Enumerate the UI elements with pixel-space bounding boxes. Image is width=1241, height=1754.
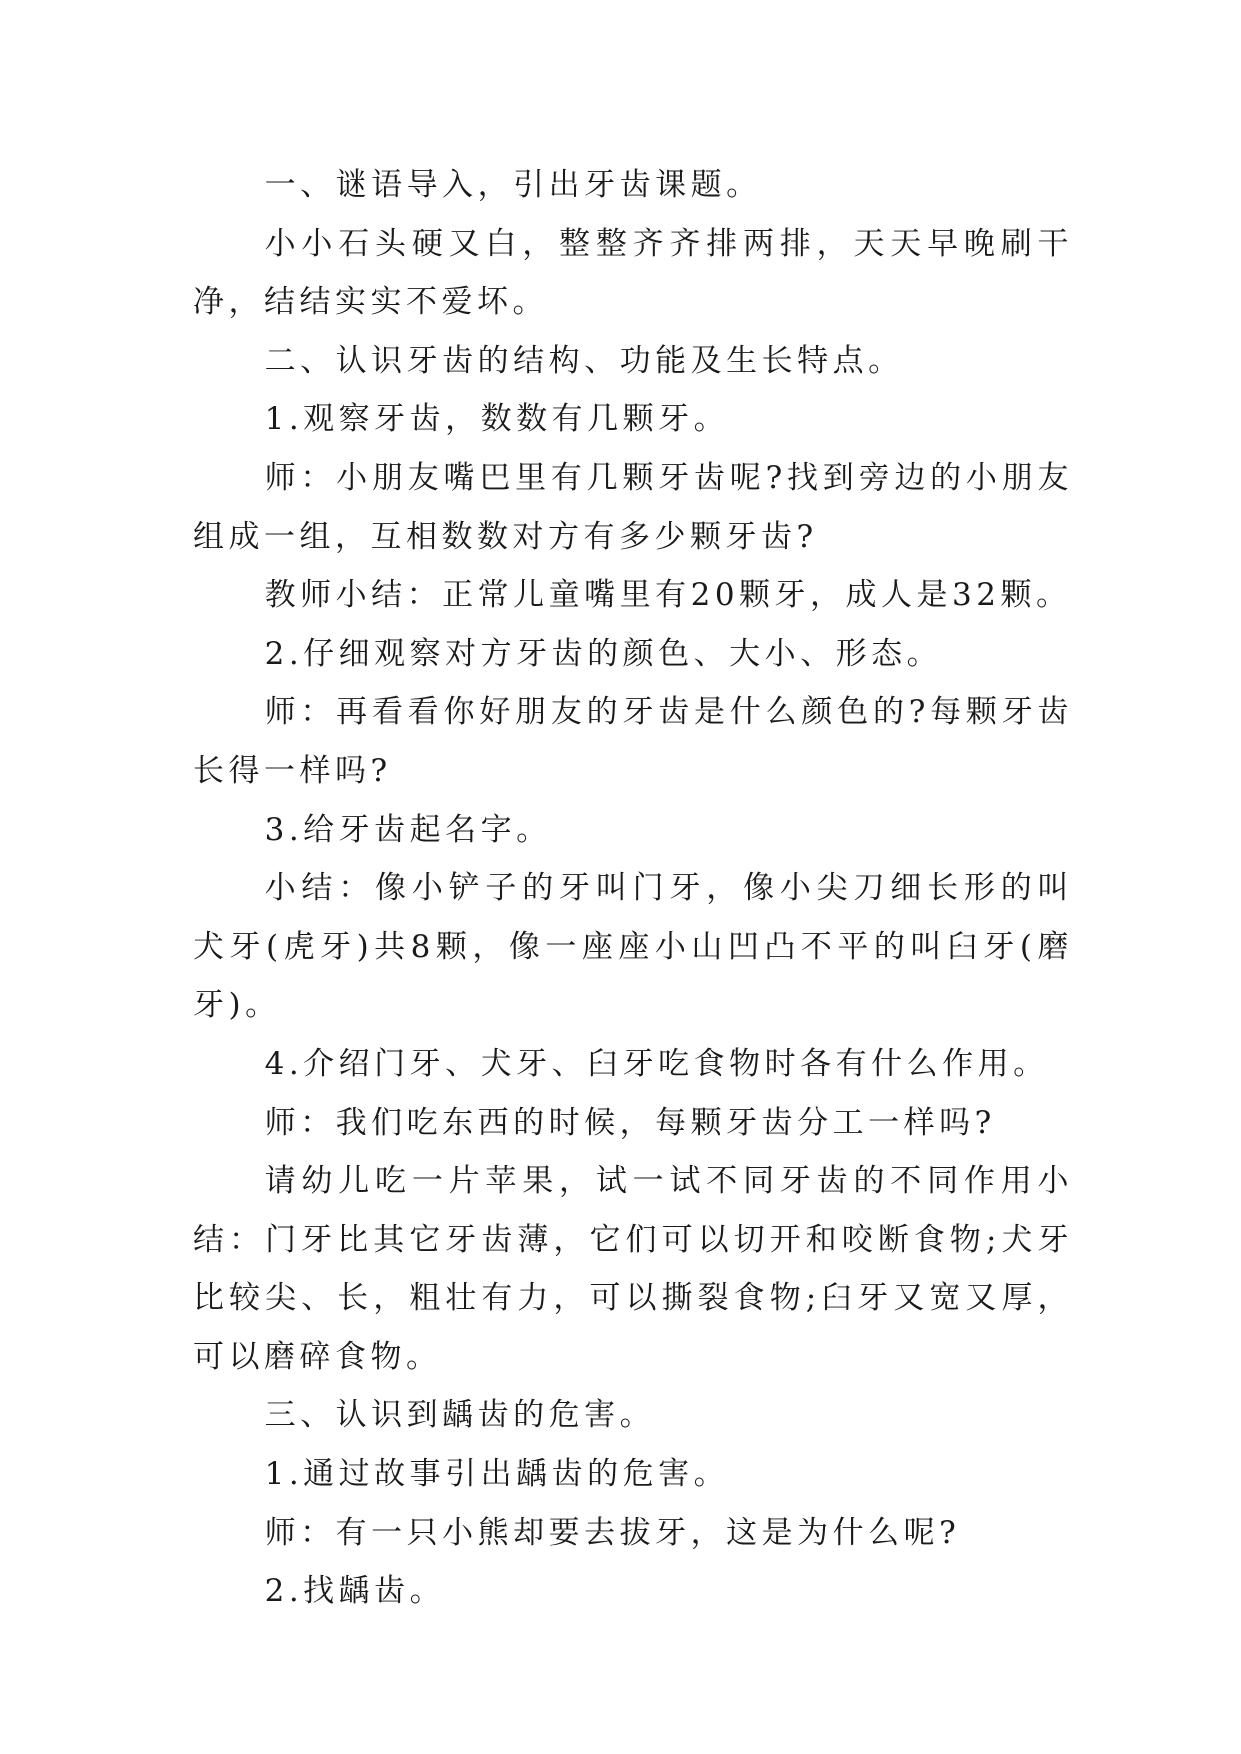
paragraph-summary-names: 小结：像小铲子的牙叫门牙，像小尖刀细长形的叫犬牙(虎牙)共8颗，像一座座小山凹凸不平的叫臼牙(磨牙)。 xyxy=(193,870,1073,1024)
paragraph-section-1-heading: 一、谜语导入，引出牙齿课题。 xyxy=(264,167,762,203)
paragraph-teacher-question-3: 师：我们吃东西的时候，每颗牙齿分工一样吗? xyxy=(264,1104,996,1141)
paragraph-apple-activity: 请幼儿吃一片苹果，试一试不同牙齿的不同作用小结：门牙比其它牙齿薄，它们可以切开和咬断食物;犬牙比较尖、长，粗壮有力，可以撕裂食物;臼牙又宽又厚，可以磨碎食物。 xyxy=(193,1163,1073,1375)
paragraph-step-2-find: 2.找龋齿。 xyxy=(264,1573,446,1610)
paragraph-step-1: 1.观察牙齿，数数有几颗牙。 xyxy=(264,401,730,438)
document-body xyxy=(193,156,1073,1621)
paragraph-riddle: 小小石头硬又白，整整齐齐排两排，天天早晚刷干净，结结实实不爱坏。 xyxy=(193,225,1073,321)
paragraph-step-1-story: 1.通过故事引出龋齿的危害。 xyxy=(264,1456,730,1493)
paragraph-teacher-question-4: 师：有一只小熊却要去拔牙，这是为什么呢? xyxy=(264,1514,961,1551)
paragraph-teacher-question-2: 师：再看看你好朋友的牙齿是什么颜色的?每颗牙齿长得一样吗? xyxy=(193,694,1073,789)
paragraph-teacher-summary-1: 教师小结：正常儿童嘴里有20颗牙，成人是32颗。 xyxy=(264,577,1072,614)
paragraph-section-2-heading: 二、认识牙齿的结构、功能及生长特点。 xyxy=(264,342,904,379)
paragraph-section-3-heading: 三、认识到龋齿的危害。 xyxy=(264,1397,656,1434)
paragraph-step-3: 3.给牙齿起名字。 xyxy=(264,811,552,848)
paragraph-step-2: 2.仔细观察对方牙齿的颜色、大小、形态。 xyxy=(264,635,943,672)
paragraph-step-4: 4.介绍门牙、犬牙、臼牙吃食物时各有什么作用。 xyxy=(264,1045,1049,1082)
paragraph-teacher-question-1: 师：小朋友嘴巴里有几颗牙齿呢?找到旁边的小朋友组成一组，互相数数对方有多少颗牙齿? xyxy=(193,459,1073,555)
